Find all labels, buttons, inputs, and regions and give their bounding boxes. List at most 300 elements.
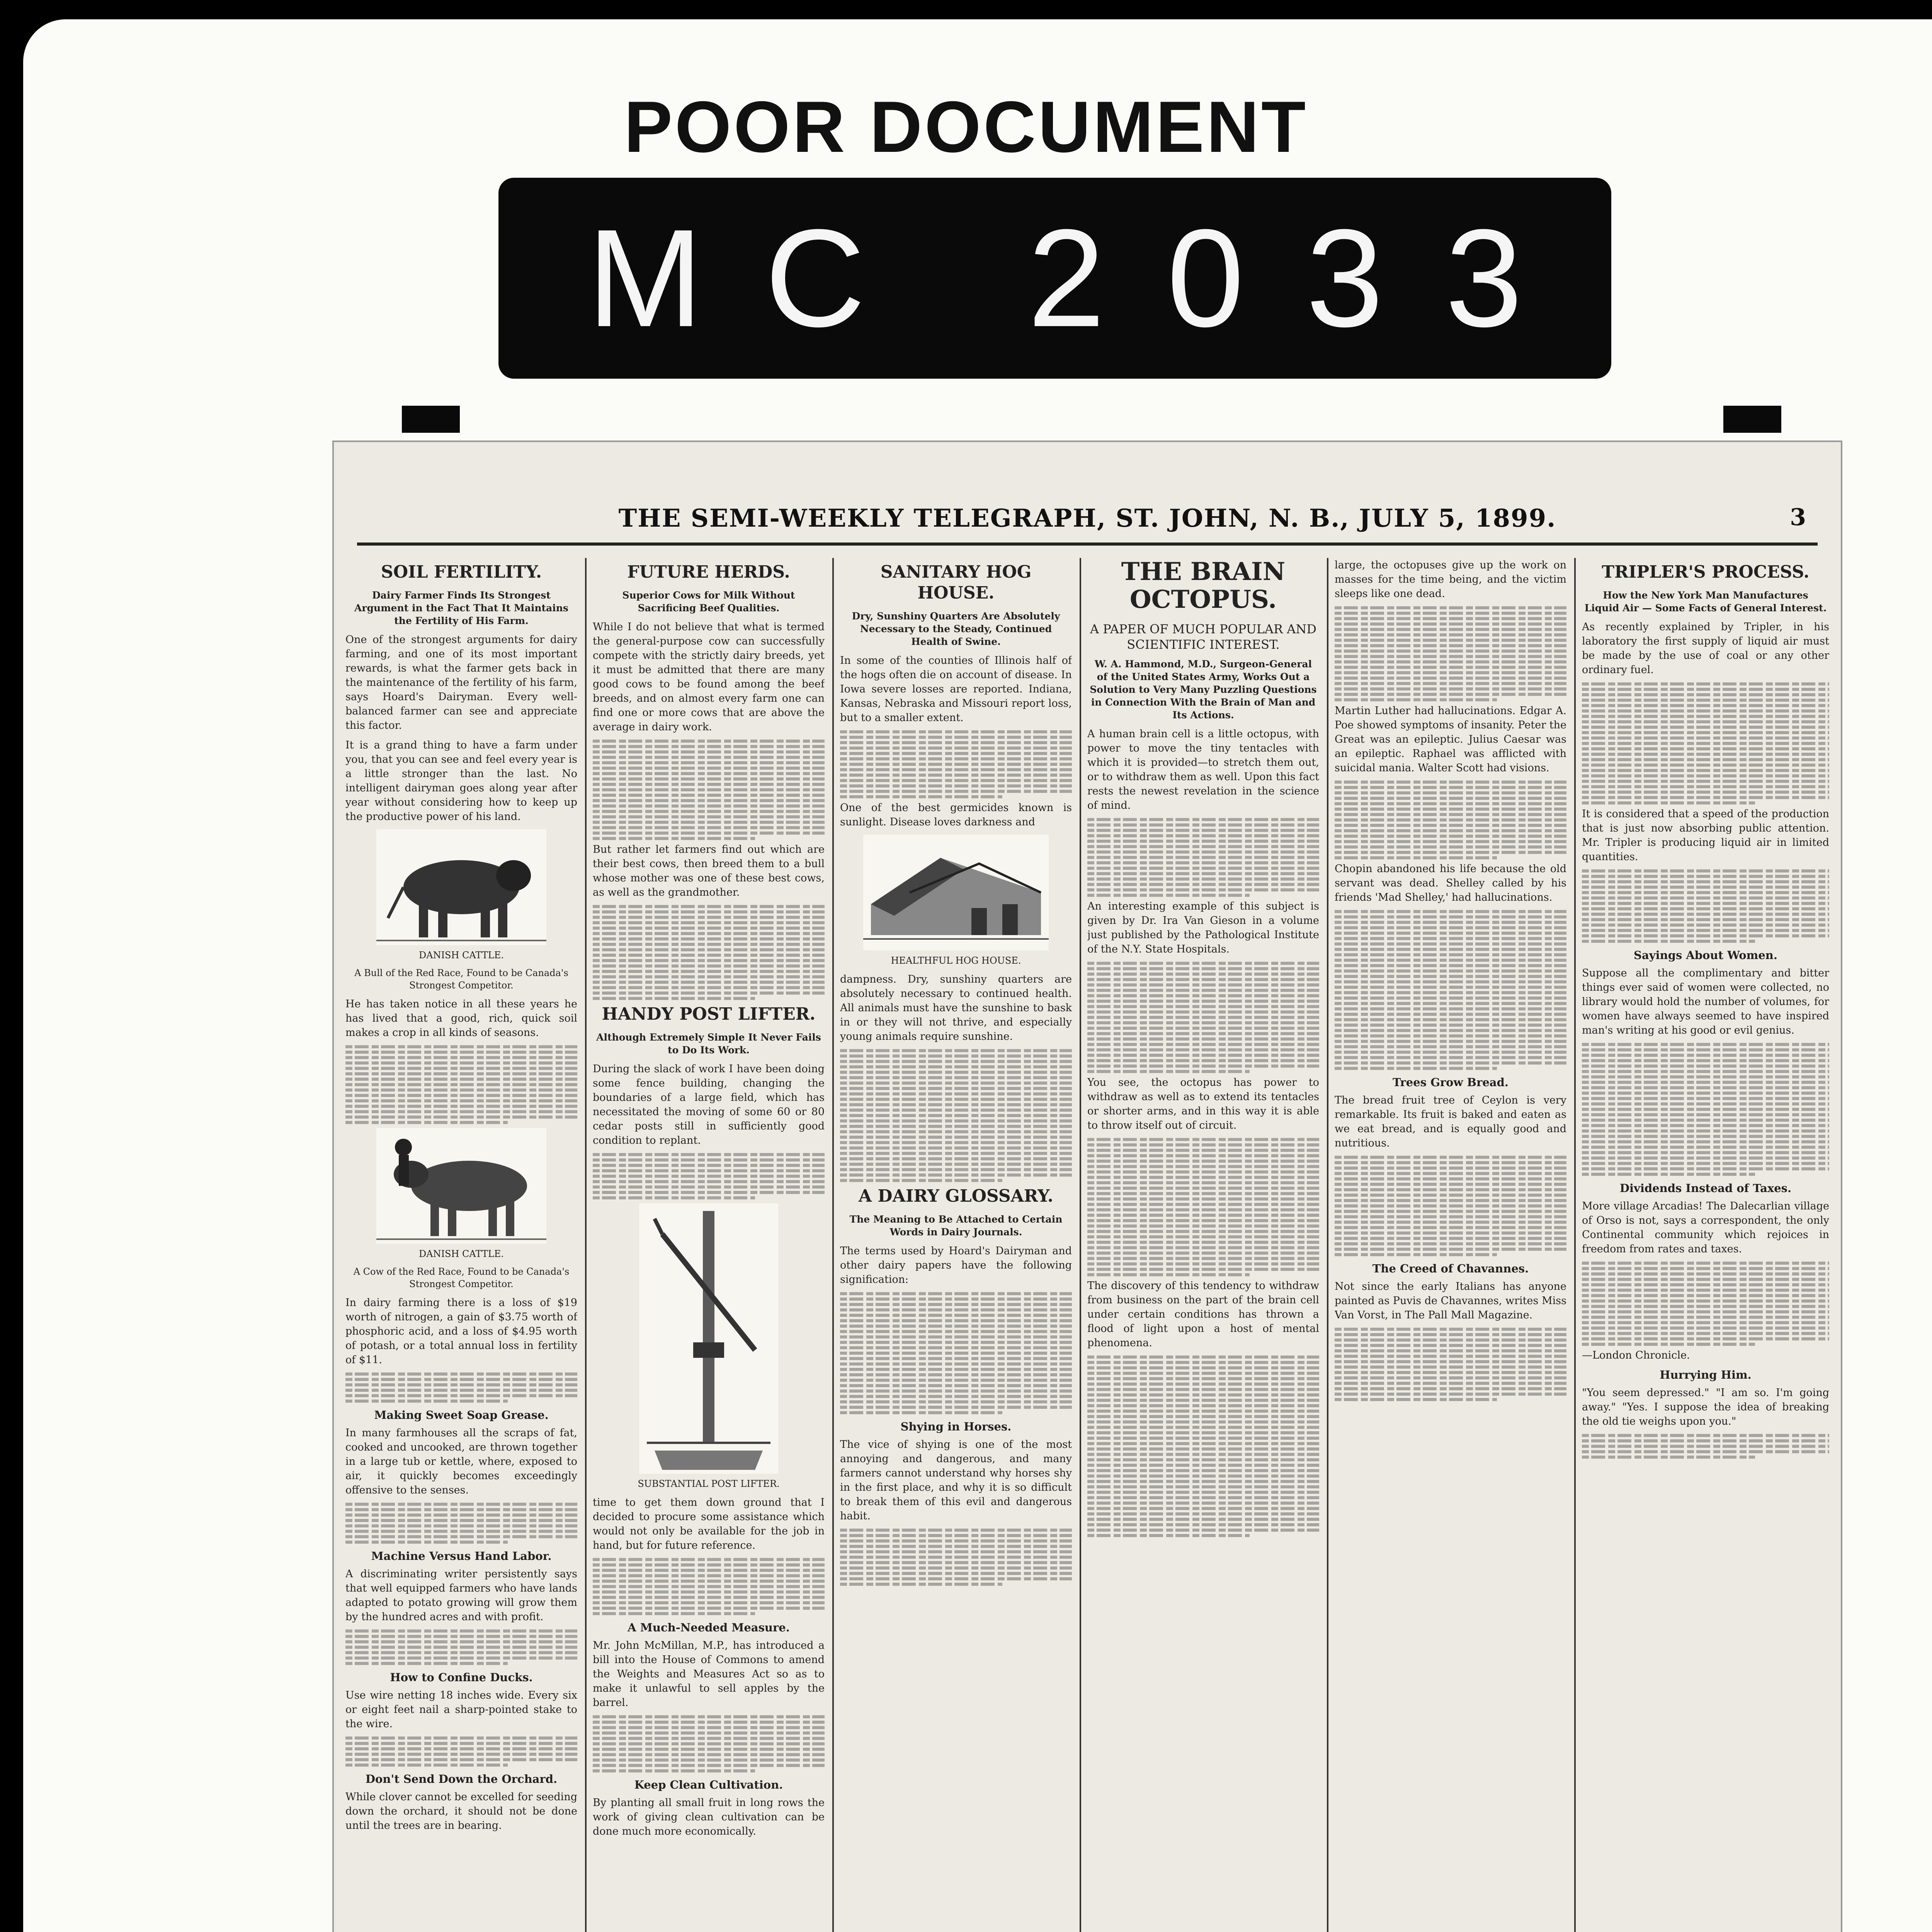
illegible-text-line	[345, 1541, 508, 1544]
illegible-text-line	[1087, 1410, 1319, 1413]
illegible-text-line	[345, 1099, 577, 1102]
illegible-text-line	[593, 1742, 825, 1745]
illegible-text-line	[1335, 655, 1566, 658]
illegible-text-line	[1087, 989, 1319, 992]
illegible-text-line	[840, 1173, 1072, 1177]
illegible-text-line	[1087, 978, 1319, 981]
illegible-text-line	[593, 1185, 825, 1189]
section-subheading: Making Sweet Soap Grease.	[374, 1408, 549, 1422]
paragraph: time to get them down ground that I decided to procure some assistance which would not only be available for the job in hand, but for future reference.	[593, 1497, 825, 1551]
paragraph: The terms used by Hoard's Dairyman and other dairy papers have the following signification:	[840, 1245, 1072, 1286]
illegible-text-line	[840, 1292, 1072, 1295]
paragraph: It is considered that a speed of the production that is just now absorbing public attention. Mr. Tripler is producing liquid air in limited quantities.	[1582, 808, 1829, 863]
illegible-text-line	[1087, 1485, 1319, 1488]
illegible-text-line	[840, 1298, 1072, 1301]
illegible-text-line	[1087, 1366, 1319, 1369]
section-subheading: Trees Grow Bread.	[1393, 1076, 1509, 1089]
illegible-text-line	[593, 832, 825, 835]
illegible-text-line	[1582, 1059, 1829, 1062]
illegible-text-line	[593, 1748, 825, 1751]
illegible-text-line	[1335, 980, 1566, 983]
illegible-text-line	[1335, 1188, 1566, 1191]
paragraph: It is a grand thing to have a farm under you, that you can see and feel every year is a little stronger than the last. No intelligent dairyman goes along year after year without considering how to keep up the productive power of his land.	[345, 739, 577, 823]
paragraph: Use wire netting 18 inches wide. Every six or eight feet nail a sharp-pointed stake to the wire.	[345, 1689, 577, 1730]
article-heading: TRIPLER'S PROCESS.	[1602, 562, 1810, 582]
illegible-text-line	[593, 997, 755, 1000]
illegible-text-line	[840, 768, 1072, 771]
illegible-text-line	[1335, 1067, 1497, 1070]
illegible-text-line	[1582, 731, 1829, 734]
illegible-text-line	[1087, 845, 1319, 848]
illegible-text-line	[1087, 1518, 1319, 1521]
illegible-text-line	[1087, 1165, 1319, 1168]
illegible-text-line	[1582, 742, 1829, 745]
illegible-text-line	[1335, 1045, 1566, 1048]
illegible-text-line	[1582, 1321, 1829, 1324]
illegible-text-line	[345, 1061, 577, 1065]
illegible-text-line	[1582, 753, 1829, 756]
illegible-text-line	[840, 1168, 1072, 1171]
illegible-text-line	[1582, 688, 1829, 691]
illegible-text-line	[345, 1764, 508, 1767]
paragraph: As recently explained by Tripler, in his laboratory the first supply of liquid air must be made by the use of coal or any other ordinary fuel.	[1582, 621, 1829, 676]
illegible-text-line	[1335, 1371, 1566, 1374]
illegible-text-line	[1087, 1032, 1319, 1035]
illegible-text-line	[1087, 1415, 1319, 1418]
illegible-text-line	[840, 736, 1072, 739]
paragraph: Mr. John McMillan, M.P., has introduced a bill into the House of Commons to amend the Weights and Measures Act so as to make it unlawful to sell apples by the barrel.	[593, 1639, 825, 1709]
illegible-text-line	[1335, 1183, 1566, 1186]
illegible-text-line	[1582, 1081, 1829, 1084]
illegible-text-line	[1335, 1237, 1566, 1240]
illegible-text-line	[345, 1378, 577, 1381]
illegible-text-line	[1582, 1343, 1755, 1346]
illegible-text-line	[1335, 622, 1566, 626]
illegible-text-line	[1335, 1398, 1497, 1401]
illegible-text-line	[1335, 633, 1566, 636]
illegible-text-line	[840, 1076, 1072, 1079]
illegible-text-line	[1335, 660, 1566, 663]
illegible-text-line	[1582, 1278, 1829, 1281]
illegible-text-line	[1087, 1475, 1319, 1478]
illegible-text-line	[1582, 1439, 1829, 1442]
illegible-text-line	[1582, 1450, 1829, 1453]
illegible-text-line	[1335, 1210, 1566, 1213]
illegible-text-line	[345, 1503, 577, 1506]
illegible-text-line	[1335, 1333, 1566, 1336]
illegible-text-line	[840, 1341, 1072, 1344]
illegible-text-line	[1582, 1048, 1829, 1051]
paragraph: While clover cannot be excelled for seeding down the orchard, it should not be done until the trees are in bearing.	[345, 1791, 577, 1832]
illegible-text-line	[840, 1098, 1072, 1101]
illegible-text-line	[1335, 644, 1566, 647]
article-heading: THE BRAIN OCTOPUS.	[1121, 558, 1286, 614]
illegible-text-line	[1087, 1257, 1319, 1260]
illegible-text-line	[1335, 1382, 1566, 1385]
illegible-text-line	[593, 927, 825, 930]
illegible-text-line	[840, 1550, 1072, 1553]
illegible-text-line	[1087, 1377, 1319, 1380]
illegible-text-line	[1087, 1065, 1319, 1068]
illegible-text-line	[1087, 1176, 1319, 1179]
illegible-text-line	[1582, 1337, 1829, 1340]
illegible-text-line	[593, 777, 825, 781]
illegible-text-line	[840, 1406, 1072, 1409]
illegible-text-line	[593, 954, 825, 957]
illegible-text-line	[345, 1094, 577, 1097]
illegible-text-line	[1335, 1040, 1566, 1043]
illegible-text-line	[1087, 1453, 1319, 1456]
column-rule	[1574, 558, 1576, 1932]
illegible-text-line	[1582, 929, 1829, 932]
illegible-text-line	[840, 1087, 1072, 1090]
paragraph: The vice of shying is one of the most annoying and dangerous, and many farmers cannot understand why horses shy in the first place, and why it is so difficult to break them of this evil and dangerous habit.	[840, 1439, 1072, 1522]
illegible-text-line	[1582, 1129, 1829, 1133]
column-future-herds	[593, 558, 825, 1932]
illegible-text-line	[345, 1736, 577, 1740]
illegible-text-line	[840, 784, 1072, 787]
illegible-text-line	[1087, 1252, 1319, 1255]
illegible-text-line	[1087, 1219, 1319, 1222]
illegible-text-line	[593, 750, 825, 753]
illegible-text-line	[1087, 1043, 1319, 1046]
illegible-text-line	[1335, 1344, 1566, 1347]
illegible-text-line	[1335, 639, 1566, 642]
illegible-text-line	[1582, 785, 1829, 788]
illegible-text-line	[593, 1737, 825, 1740]
illegible-text-line	[345, 1629, 577, 1633]
illegible-text-line	[593, 783, 825, 786]
illegible-text-line	[345, 1067, 577, 1070]
illegible-text-line	[1582, 715, 1829, 718]
illegible-text-line	[1335, 969, 1566, 973]
paragraph: More village Arcadias! The Dalecarlian village of Orso is not, says a correspondent, the only Continental community which rejoices in freedom from rates and taxes.	[1582, 1200, 1829, 1255]
illegible-text-line	[840, 1330, 1072, 1333]
article-heading: HANDY POST LIFTER.	[602, 1004, 816, 1024]
illegible-text-line	[1087, 1507, 1319, 1510]
illegible-text-line	[1582, 1070, 1829, 1073]
illegible-text-line	[1335, 964, 1566, 967]
illegible-text-line	[1335, 1215, 1566, 1218]
illegible-text-line	[1335, 693, 1566, 696]
illegible-text-line	[840, 1566, 1072, 1570]
illegible-text-line	[1335, 1231, 1566, 1235]
figure-caption: DANISH CATTLE.	[419, 1248, 504, 1259]
illegible-text-line	[840, 1103, 1072, 1106]
illegible-text-line	[345, 1394, 577, 1397]
illegible-text-line	[593, 981, 825, 984]
illegible-text-line	[1582, 747, 1829, 750]
illegible-text-line	[840, 1362, 1072, 1366]
paragraph: Chopin abandoned his life because the old servant was dead. Shelley called by his friends 'Mad Shelley,' had hallucinations.	[1335, 863, 1566, 903]
illegible-text-line	[1087, 1512, 1319, 1515]
illegible-text-line	[840, 1534, 1072, 1537]
illegible-text-line	[593, 1726, 825, 1729]
illegible-text-line	[1582, 1294, 1829, 1297]
illegible-text-line	[1087, 1021, 1319, 1024]
illegible-text-line	[1087, 834, 1319, 837]
illegible-text-line	[1087, 888, 1319, 891]
illegible-text-line	[1335, 1194, 1566, 1197]
illegible-text-line	[1087, 1048, 1319, 1051]
illegible-text-line	[1087, 1246, 1319, 1249]
illegible-text-line	[840, 1065, 1072, 1068]
illegible-text-line	[840, 763, 1072, 766]
illegible-text-line	[1582, 869, 1829, 872]
illegible-text-line	[345, 1110, 577, 1113]
illegible-text-line	[840, 1561, 1072, 1564]
illegible-text-line	[593, 772, 825, 775]
illegible-text-line	[593, 1601, 825, 1604]
illegible-text-line	[1582, 720, 1829, 723]
illegible-text-line	[345, 1519, 577, 1522]
illegible-text-line	[1087, 856, 1319, 859]
paragraph: Suppose all the complimentary and bitter things ever said of women were collected, no library would hold the number of volumes, for women have always seemed to have inspired man's writing at his good or evil genius.	[1582, 967, 1829, 1036]
illegible-text-line	[1335, 1018, 1566, 1021]
illegible-text-line	[1087, 1160, 1319, 1163]
illegible-text-line	[345, 1742, 577, 1745]
illegible-text-line	[1582, 796, 1829, 799]
paragraph: But rather let farmers find out which are their best cows, then breed them to a bull whose mother was one of these best cows, as well as the grandmother.	[593, 844, 825, 898]
illegible-text-line	[1335, 1248, 1566, 1251]
illegible-text-line	[1087, 1420, 1319, 1423]
paragraph: One of the best germicides known is sunlight. Disease loves darkness and	[840, 802, 1072, 828]
signoff: —London Chronicle.	[1582, 1349, 1690, 1361]
illegible-text-line	[593, 1558, 825, 1561]
paragraph: "You seem depressed." "I am so. I'm going away." "Yes. I suppose the idea of breaking the old tie weighs upon you."	[1582, 1387, 1829, 1427]
article-subtitle: A PAPER OF MUCH POPULAR AND SCIENTIFIC INTEREST.	[1090, 622, 1317, 652]
illegible-text-line	[840, 1049, 1072, 1052]
illegible-text-line	[1335, 1328, 1566, 1331]
illegible-text-line	[1087, 1054, 1319, 1057]
illegible-text-line	[593, 815, 825, 818]
illegible-text-line	[1582, 1043, 1829, 1046]
illegible-text-line	[593, 804, 825, 808]
illegible-text-line	[1335, 1061, 1566, 1065]
illegible-text-line	[593, 975, 825, 978]
illegible-text-line	[1335, 1002, 1566, 1005]
illegible-text-line	[593, 1580, 825, 1583]
illegible-text-line	[593, 932, 825, 935]
illegible-text-line	[1335, 851, 1566, 854]
illegible-text-line	[1582, 902, 1829, 905]
illegible-text-line	[1087, 861, 1319, 864]
illegible-text-line	[840, 1303, 1072, 1306]
article-deck: Although Extremely Simple It Never Fails to Do Its Work.	[596, 1032, 821, 1056]
illegible-text-line	[345, 1524, 577, 1527]
paragraph: One of the strongest arguments for dairy farming, and one of its most important rewards, is what the farmer gets back in the maintenance of the fertility of his farm, says Hoard's Dairyman. Every well-balanced farmer can see and appreciate this factor.	[345, 634, 577, 731]
illegible-text-line	[345, 1056, 577, 1059]
illegible-text-line	[1582, 1156, 1829, 1160]
figure-caption: HEALTHFUL HOG HOUSE.	[891, 955, 1021, 966]
illegible-text-line	[593, 1759, 825, 1762]
illegible-text-line	[1335, 666, 1566, 669]
illegible-text-line	[593, 761, 825, 764]
illegible-text-line	[840, 1325, 1072, 1328]
paragraph: large, the octopuses give up the work on masses for the time being, and the victim sleeps like one dead.	[1335, 559, 1566, 600]
illegible-text-line	[345, 1121, 508, 1124]
column-soil-fertility	[345, 558, 577, 1932]
illegible-text-line	[1335, 948, 1566, 951]
illegible-text-line	[593, 992, 825, 995]
illegible-text-line	[1582, 1119, 1829, 1122]
illegible-text-line	[1087, 1225, 1319, 1228]
illegible-text-line	[1582, 1124, 1829, 1127]
illegible-text-line	[840, 1572, 1072, 1575]
illegible-text-line	[1087, 1027, 1319, 1030]
illegible-text-line	[1582, 1075, 1829, 1078]
poor-document-label: POOR DOCUMENT	[624, 86, 1308, 167]
illegible-text-line	[1335, 1226, 1566, 1229]
illegible-text-line	[1335, 1051, 1566, 1054]
section-subheading: A Much-Needed Measure.	[628, 1621, 790, 1634]
illegible-text-line	[1335, 698, 1497, 701]
illegible-text-line	[345, 1372, 577, 1376]
illegible-text-line	[593, 959, 825, 962]
illegible-text-line	[840, 1357, 1072, 1360]
registration-mark-left	[402, 406, 460, 433]
illegible-text-line	[840, 1373, 1072, 1376]
illegible-text-line	[1335, 1177, 1566, 1180]
illegible-text-line	[345, 1635, 577, 1638]
illegible-text-line	[593, 1180, 825, 1183]
illegible-text-line	[1087, 823, 1319, 827]
illegible-text-line	[1582, 1151, 1829, 1154]
illegible-text-line	[1335, 1360, 1566, 1363]
illegible-text-line	[593, 948, 825, 951]
paragraph: A discriminating writer persistently says that well equipped farmers who have lands adapted to potato growing will grow them by the hundred acres and with profit.	[345, 1568, 577, 1623]
illegible-text-line	[1087, 1037, 1319, 1041]
illegible-text-line	[840, 1389, 1072, 1393]
illegible-text-line	[593, 767, 825, 770]
illegible-text-line	[593, 826, 825, 829]
illegible-text-line	[1335, 1056, 1566, 1059]
illegible-text-line	[1335, 808, 1566, 811]
paragraph: The bread fruit tree of Ceylon is very remarkable. Its fruit is baked and eaten as we eat bread, and is equally good and nutritious.	[1335, 1094, 1566, 1149]
illegible-text-line	[1582, 918, 1829, 921]
illegible-text-line	[840, 1141, 1072, 1144]
illegible-text-line	[1335, 1349, 1566, 1352]
illegible-text-line	[1087, 962, 1319, 965]
illegible-text-line	[345, 1758, 577, 1761]
article-heading: FUTURE HERDS.	[627, 562, 790, 582]
illegible-text-line	[840, 1179, 1002, 1182]
illegible-text-line	[1582, 769, 1829, 772]
illegible-text-line	[840, 1060, 1072, 1063]
illegible-text-line	[1087, 1187, 1319, 1190]
illegible-text-line	[1335, 813, 1566, 816]
illegible-text-line	[1335, 835, 1566, 838]
illegible-text-line	[1582, 1146, 1829, 1149]
illegible-text-line	[840, 1400, 1072, 1403]
figure-caption: DANISH CATTLE.	[419, 950, 504, 961]
illegible-text-line	[1335, 786, 1566, 789]
illegible-text-line	[840, 1556, 1072, 1559]
illegible-text-line	[1087, 1388, 1319, 1391]
illegible-text-line	[345, 1383, 577, 1386]
illegible-text-line	[1087, 1442, 1319, 1445]
illegible-text-line	[1335, 1161, 1566, 1164]
illegible-text-line	[1335, 671, 1566, 674]
illegible-text-line	[840, 774, 1072, 777]
illegible-text-line	[840, 1335, 1072, 1338]
illegible-text-line	[345, 1535, 577, 1538]
illegible-text-line	[1087, 1235, 1319, 1238]
illegible-text-line	[1087, 1426, 1319, 1429]
illegible-text-line	[593, 910, 825, 913]
illegible-text-line	[1582, 1140, 1829, 1143]
illegible-text-line	[1582, 682, 1829, 685]
illegible-text-line	[840, 752, 1072, 755]
illegible-text-line	[345, 1389, 577, 1392]
article-deck: W. A. Hammond, M.D., Surgeon-General of the United States Army, Works Out a Solution to Very Many Puzzling Questions in Connection With the Brain of Man and Its Actions.	[1090, 658, 1317, 721]
illegible-text-line	[1582, 1167, 1829, 1170]
illegible-text-line	[1582, 1299, 1829, 1303]
illegible-text-line	[593, 1191, 825, 1194]
illegible-text-line	[1582, 709, 1829, 713]
illegible-text-line	[593, 1731, 825, 1735]
illegible-text-line	[840, 1130, 1072, 1133]
illegible-text-line	[1087, 994, 1319, 997]
illegible-text-line	[840, 1054, 1072, 1058]
illegible-text-line	[1087, 1016, 1319, 1019]
illegible-text-line	[593, 756, 825, 759]
illegible-text-line	[1087, 1534, 1250, 1537]
illegible-text-line	[1335, 959, 1566, 962]
illegible-text-line	[1582, 1262, 1829, 1265]
illegible-text-line	[1087, 1059, 1319, 1062]
illegible-text-line	[840, 1545, 1072, 1548]
illegible-text-line	[840, 1109, 1072, 1112]
illegible-text-line	[1582, 880, 1829, 883]
article-deck: The Meaning to Be Attached to Certain Words in Dairy Journals.	[849, 1214, 1063, 1238]
illegible-text-line	[345, 1116, 577, 1119]
illegible-text-line	[345, 1753, 577, 1756]
illegible-text-line	[1087, 1208, 1319, 1211]
section-subheading: Hurrying Him.	[1660, 1368, 1752, 1381]
illegible-text-line	[1582, 693, 1829, 696]
section-subheading: Don't Send Down the Orchard.	[365, 1772, 558, 1786]
article-deck: Superior Cows for Milk Without Sacrificing Beef Qualities.	[622, 590, 795, 614]
illegible-text-line	[1087, 1355, 1319, 1359]
illegible-text-line	[1087, 1149, 1319, 1152]
illegible-text-line	[840, 1577, 1072, 1580]
section-subheading: Keep Clean Cultivation.	[634, 1778, 783, 1791]
illegible-text-line	[345, 1530, 577, 1533]
section-subheading: Dividends Instead of Taxes.	[1619, 1182, 1792, 1195]
illegible-text-line	[1087, 1431, 1319, 1434]
illegible-text-line	[1335, 1007, 1566, 1010]
illegible-text-line	[593, 821, 825, 824]
illegible-text-line	[1335, 1034, 1566, 1037]
illegible-text-line	[1087, 1458, 1319, 1461]
illegible-text-line	[593, 799, 825, 802]
illegible-text-line	[840, 1395, 1072, 1398]
illegible-text-line	[1335, 687, 1566, 690]
illegible-text-line	[1087, 1361, 1319, 1364]
masthead: THE SEMI-WEEKLY TELEGRAPH, ST. JOHN, N. B., JULY 5, 1899.	[618, 504, 1556, 533]
page-number: 3	[1790, 504, 1806, 531]
illegible-text-line	[593, 1169, 825, 1172]
illegible-text-line	[593, 1569, 825, 1572]
illegible-text-line	[1087, 1480, 1319, 1483]
illegible-text-line	[1582, 1327, 1829, 1330]
illegible-text-line	[345, 1105, 577, 1108]
illegible-text-line	[1087, 983, 1319, 986]
illegible-text-line	[1582, 940, 1755, 943]
paragraph: Not since the early Italians has anyone painted as Puvis de Chavannes, writes Miss Van Vorst, in The Pall Mall Magazine.	[1335, 1281, 1566, 1321]
illegible-text-line	[840, 1379, 1072, 1382]
